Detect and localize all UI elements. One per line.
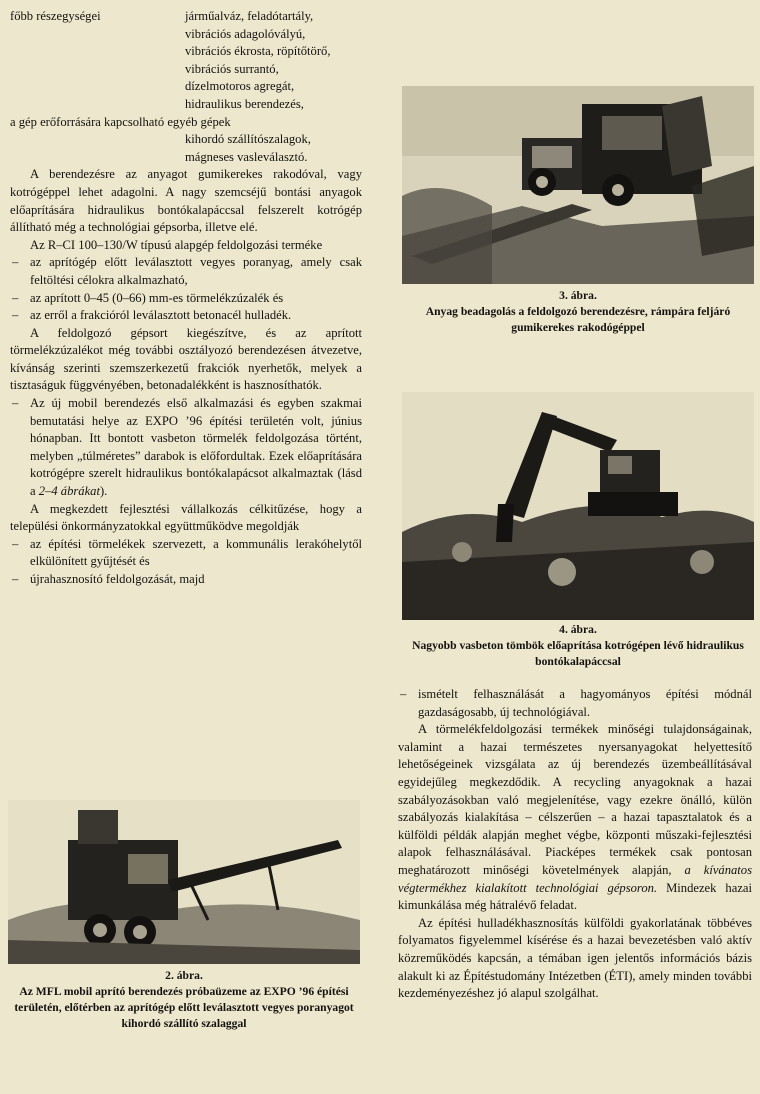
extra-item: kihordó szállítószalagok, (185, 132, 311, 147)
right-text-column (398, 686, 752, 1003)
paragraph: A megkezdett fejlesztési vállalkozás célkitűzése, hogy a települési önkormányzatokkal együttműködve megoldják (10, 501, 362, 534)
parts-item: vibrációs ékrosta, röpítőtörő, (185, 44, 331, 59)
figure-3-photo (402, 86, 754, 284)
caption-text: Nagyobb vasbeton tömbök előaprítása kotrógépen lévő hidraulikus bontókalapáccsal (412, 639, 744, 668)
figure-2-photo (8, 800, 360, 964)
figure-number: 4. ábra. (559, 623, 597, 636)
figure-4-photo (402, 392, 754, 620)
parts-item: hidraulikus berendezés, (185, 96, 304, 111)
extra-item: mágneses vasleválasztó. (185, 149, 308, 164)
list-item-text: az erről a frakcióról leválasztott betonacél hulladék. (30, 308, 292, 323)
figure-reference: 2–4 ábrákat (38, 484, 100, 499)
paragraph: A feldolgozó gépsort kiegészítve, és az aprított törmelékzúzalékot még további osztályozó berendezésen átvezetve, kívánság szerinti szemszerkezetű frakciók nyerhetők, melyek a tisztaságuk függvényében, betonadalékként is hasznosíthatók. (10, 325, 362, 393)
expo-list (10, 395, 362, 501)
product-list (10, 254, 362, 324)
dash-bullet: – (12, 290, 19, 305)
goals-list (10, 536, 362, 589)
list-item (10, 254, 362, 289)
figure-3-caption (402, 288, 754, 336)
emphasis: a kívánatos végtermékhez kialakított technológiai gépsoron. (398, 862, 753, 895)
figure-4-caption (402, 622, 754, 670)
figure-number: 3. ábra. (559, 289, 597, 302)
figure-number: 2. ábra. (165, 969, 203, 982)
list-item (10, 307, 362, 325)
dash-bullet: – (12, 308, 19, 323)
dash-bullet: – (400, 687, 407, 701)
parts-item: járműalváz, feladótartály, (185, 9, 314, 23)
list-item (398, 686, 752, 721)
list-item-text: újrahasznosító feldolgozását, majd (30, 572, 205, 586)
parts-item: vibrációs surrantó, (185, 61, 279, 76)
paragraph: A törmelékfeldolgozási termékek minőségi tulajdonságainak, valamint a hazai természetes nyersanyagokat helyettesítő lehetőségeinek vizsgálata az új berendezés üzembeállításával egyidejűleg megkezdődik. A recycling anyagoknak a hazai szabályozásokban való megjelenítése, vagy ezekre önálló, külön szabályozás kialakítása – célszerűen – a hazai tapasztalatok és a külföldi példák alapján meghet végbe, központi műszaki-fejlesztési alapok felhasználásával. Piacképes termékek csak pontosan meghatározott minőségi követelmények alapján, a kívánatos végtermékhez kialakított technológiai gépsoron. Mindezek hazai kimunkálása még hátralévő feladat. (398, 722, 753, 913)
list-item-text: az építési törmelékek szervezett, a kommunális lerakóhelytől elkülönített gyűjtését és (30, 536, 362, 569)
list-item (10, 395, 362, 501)
figure-2-caption (8, 968, 360, 1032)
list-item (10, 536, 362, 571)
paragraph: Az R–CI 100–130/W típusú alapgép feldolgozási terméke (30, 237, 323, 252)
list-item-text: az aprítógép előtt leválasztott vegyes poranyag, amely csak feltöltési célokra alkalmazható, (30, 255, 362, 287)
paragraph: Az építési hulladékhasznosítás külföldi gyakorlatának többéves folyamatos figyelemmel kísérése és a hazai bevezetésben való aktív közreműködés kapcsán, a témában igen jelentős információs bázis alakult ki az Építéstudomány Intézetben (ÉTI), amely minden további kezdeményezéshez jó alapul szolgálhat. (398, 915, 752, 1001)
list-item-text: Az új mobil berendezés első alkalmazási és egyben szakmai bemutatási helye az EXPO ’96 építési területén volt, június hónapban. Itt bontott vasbeton törmelék feldolgozása történt, melyben „túlméretes” darabok is előfordultak. Ezek előaprítására kotrógépre szerelt hidraulikus bontókalapácsot alkalmaztak (lásd a 2–4 ábrákat). (30, 396, 362, 499)
list-item-text: az aprított 0–45 (0–66) mm-es törmelékzúzalék és (30, 290, 284, 305)
left-text-column (10, 8, 362, 589)
list-item-text: ismételt felhasználását a hagyományos építési módnál gazdaságosabb, új technológiával. (418, 687, 752, 719)
caption-text: Az MFL mobil aprító berendezés próbaüzeme az EXPO ’96 építési területén, előtérben az aprítógép előtt leválasztott vegyes poranyagot kihordó szállító szalaggal (14, 985, 354, 1030)
dash-bullet: – (12, 396, 19, 411)
dash-bullet: – (12, 572, 19, 586)
main-parts-list (10, 8, 362, 114)
paragraph: A berendezésre az anyagot gumikerekes rakodóval, vagy kotrógéppel lehet adagolni. A nagy szemcséjű bontási anyagok előaprítására hidraulikus bontókalapáccsal felszerelt kotrógép állítható még a technológiai gépsorba, illetve elé. (10, 167, 362, 235)
parts-label: főbb részegységei (10, 9, 101, 23)
extra-machines-list (10, 131, 362, 166)
extra-machines-label: a gép erőforrására kapcsolható egyéb gépek (10, 114, 231, 129)
parts-item: vibrációs adagolóvályú, (185, 26, 306, 41)
dash-bullet: – (12, 536, 19, 551)
list-item (10, 290, 362, 308)
parts-items (185, 8, 362, 114)
list-item (10, 571, 362, 589)
caption-text: Anyag beadagolás a feldolgozó berendezésre, rámpára feljáró gumikerekes rakodógéppel (425, 305, 731, 334)
parts-item: dízelmotoros agregát, (185, 79, 295, 94)
dash-bullet: – (12, 255, 19, 270)
goals-list-continued (398, 686, 752, 721)
